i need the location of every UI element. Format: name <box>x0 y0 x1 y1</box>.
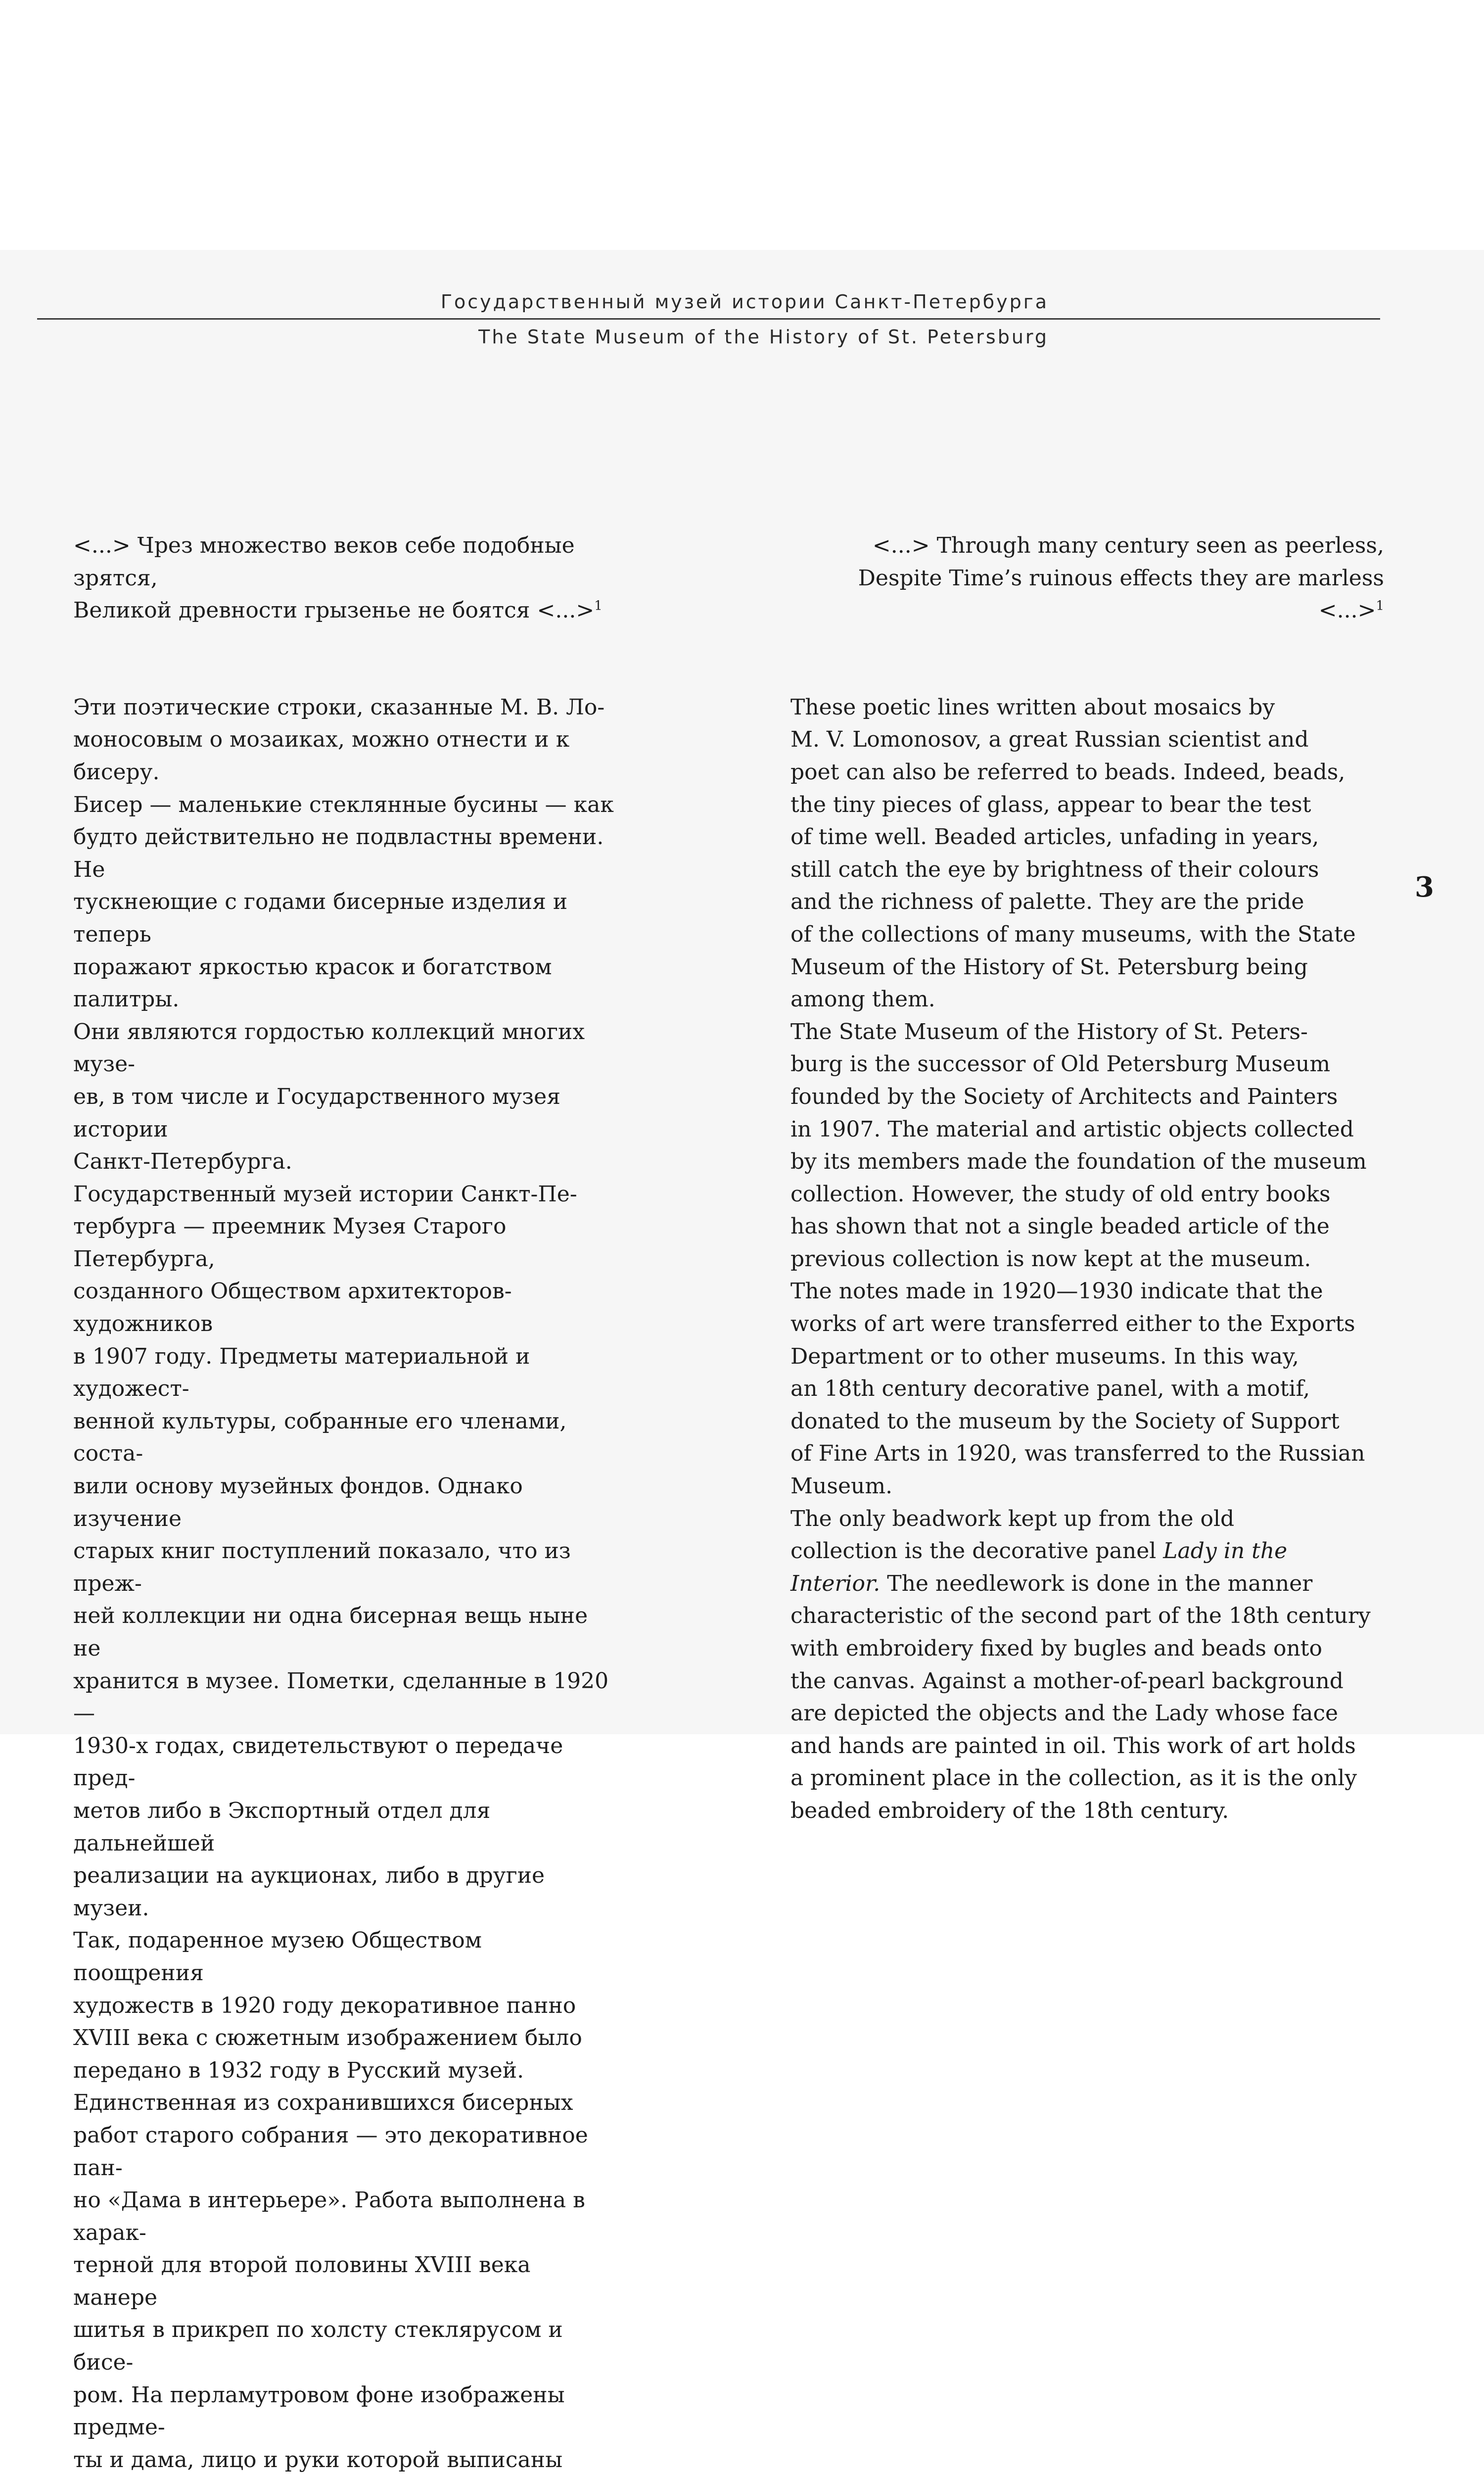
en-line: burg is the successor of Old Petersburg Museum <box>790 1051 1331 1077</box>
en-line: and hands are painted in oil. This work of art holds <box>790 1733 1356 1759</box>
en-line: of Fine Arts in 1920, was transferred to the Russian <box>790 1441 1365 1467</box>
footnote-marker-ru: 1 <box>594 598 603 614</box>
ru-line: Так, подаренное музею Обществом поощрения <box>73 1928 482 1986</box>
ru-line: созданного Обществом архитекторов-художников <box>73 1279 512 1337</box>
ru-line: Бисер — маленькие стеклянные бусины — как <box>73 792 614 817</box>
en-line: donated to the museum by the Society of Support <box>790 1408 1340 1434</box>
en-line: among them. <box>790 987 935 1012</box>
en-line: The needlework is done in the manner <box>887 1570 1313 1596</box>
body-text-en <box>790 691 1384 1827</box>
ru-line: работ старого собрания — это декоративное пан- <box>73 2122 588 2181</box>
en-line: M. V. Lomonosov, a great Russian scientist and <box>790 727 1309 753</box>
en-line: by its members made the foundation of the museum <box>790 1149 1367 1175</box>
ru-line: Единственная из сохранившихся бисерных <box>73 2090 573 2116</box>
ru-line: но «Дама в интерьере». Работа выполнена в харак- <box>73 2188 585 2245</box>
en-line: previous collection is now kept at the museum. <box>790 1246 1311 1272</box>
ru-line: вили основу музейных фондов. Однако изучение <box>73 1474 523 1531</box>
en-line: a prominent place in the collection, as it is the only <box>790 1765 1357 1791</box>
artwork-title-part-1: Lady in the <box>1163 1538 1288 1564</box>
ru-line: XVIII века с сюжетным изображением было <box>73 2025 582 2051</box>
en-line: are depicted the objects and the Lady whose face <box>790 1701 1339 1726</box>
epigraph-ru <box>73 529 617 627</box>
en-line: the canvas. Against a mother-of-pearl background <box>790 1668 1344 1694</box>
en-line: Department or to other museums. In this way, <box>790 1343 1299 1369</box>
ru-line: моносовым о мозаиках, можно отнести и к бисеру. <box>73 727 570 785</box>
body-text-ru <box>73 691 617 2474</box>
ru-line: ев, в том числе и Государственного музея истории <box>73 1084 560 1142</box>
ru-line: ром. На перламутровом фоне изображены предме- <box>73 2382 565 2440</box>
ru-line: шитья в прикреп по холсту стеклярусом и бисе- <box>73 2317 563 2376</box>
en-line: characteristic of the second part of the 18th century <box>790 1603 1371 1629</box>
ru-line: тербурга — преемник Музея Старого Петербурга, <box>73 1214 507 1272</box>
ru-line: терной для второй половины XVIII века манере <box>73 2252 531 2310</box>
english-column <box>790 529 1384 1827</box>
running-header <box>37 289 1380 349</box>
en-line: collection is the decorative panel <box>790 1538 1163 1564</box>
en-line: poet can also be referred to beads. Indeed, beads, <box>790 759 1345 785</box>
header-title-en: The State Museum of the History of St. Petersburg <box>478 326 1049 348</box>
artwork-title-part-2: Interior. <box>790 1570 887 1596</box>
ru-line: хранится в музее. Пометки, сделанные в 1920— <box>73 1668 609 1726</box>
ru-line: тускнеющие с годами бисерные изделия и теперь <box>73 889 568 947</box>
en-line: founded by the Society of Architects and Painters <box>790 1084 1338 1109</box>
russian-column <box>73 529 617 2474</box>
ru-line: старых книг поступлений показало, что из преж- <box>73 1538 571 1596</box>
ru-line: Государственный музей истории Санкт-Пе- <box>73 1181 577 1207</box>
ru-line: будто действительно не подвластны времени. Не <box>73 824 604 882</box>
en-line: of time well. Beaded articles, unfading in years, <box>790 824 1319 850</box>
en-line: The only beadwork kept up from the old <box>790 1506 1235 1531</box>
ru-line: Санкт-Петербурга. <box>73 1149 292 1175</box>
footnote-marker-en: 1 <box>1376 598 1384 614</box>
ru-line: 1930-х годах, свидетельствуют о передаче пред- <box>73 1733 563 1791</box>
en-line: an 18th century decorative panel, with a motif, <box>790 1376 1310 1402</box>
ru-line: венной культуры, собранные его членами, соста- <box>73 1408 567 1467</box>
en-line: works of art were transferred either to the Exports <box>790 1311 1355 1337</box>
ru-line: ты и дама, лицо и руки которой выписаны <box>73 2447 563 2473</box>
epigraph-en <box>790 529 1384 627</box>
en-line: in 1907. The material and artistic objects collected <box>790 1116 1354 1142</box>
en-line: of the collections of many museums, with the State <box>790 921 1356 947</box>
ru-line: Эти поэтические строки, сказанные М. В. Ло- <box>73 694 605 720</box>
en-line: and the richness of palette. They are the pride <box>790 889 1304 915</box>
page-number: 3 <box>1415 871 1434 904</box>
ru-line: передано в 1932 году в Русский музей. <box>73 2057 524 2083</box>
ru-line: Они являются гордостью коллекций многих музе- <box>73 1019 585 1077</box>
epigraph-en-line-1: <...> Through many century seen as peerless, <box>872 533 1384 558</box>
ru-line: метов либо в Экспортный отдел для дальнейшей <box>73 1798 491 1856</box>
en-line: beaded embroidery of the 18th century. <box>790 1798 1229 1823</box>
en-line: has shown that not a single beaded article of the <box>790 1214 1330 1239</box>
header-title-ru: Государственный музей истории Санкт-Петербурга <box>440 291 1049 313</box>
en-line: the tiny pieces of glass, appear to bear the test <box>790 792 1311 817</box>
en-line: Museum. <box>790 1474 893 1499</box>
en-line: Museum of the History of St. Petersburg being <box>790 954 1308 980</box>
ru-line: художеств в 1920 году декоративное панно <box>73 1993 576 2018</box>
en-line: still catch the eye by brightness of their colours <box>790 856 1319 882</box>
en-line: The notes made in 1920—1930 indicate that the <box>790 1279 1323 1304</box>
header-rule <box>37 318 1380 320</box>
ru-line: реализации на аукционах, либо в другие музеи. <box>73 1863 545 1921</box>
en-line: These poetic lines written about mosaics by <box>790 694 1275 720</box>
en-line: with embroidery fixed by bugles and beads onto <box>790 1636 1322 1661</box>
epigraph-ru-line-1: <...> Чрез множество веков себе подобные зрятся, <box>73 533 575 591</box>
ru-line: в 1907 году. Предметы материальной и художест- <box>73 1343 530 1402</box>
en-line: The State Museum of the History of St. Peters- <box>790 1019 1308 1045</box>
en-line: collection. However, the study of old entry books <box>790 1181 1331 1207</box>
ru-line: поражают яркостью красок и богатством палитры. <box>73 954 552 1012</box>
epigraph-en-line-2: Despite Time’s ruinous effects they are marless <...> <box>858 565 1384 623</box>
epigraph-ru-line-2: Великой древности грызенье не боятся <...> <box>73 598 595 623</box>
ru-line: ней коллекции ни одна бисерная вещь ныне не <box>73 1603 588 1661</box>
